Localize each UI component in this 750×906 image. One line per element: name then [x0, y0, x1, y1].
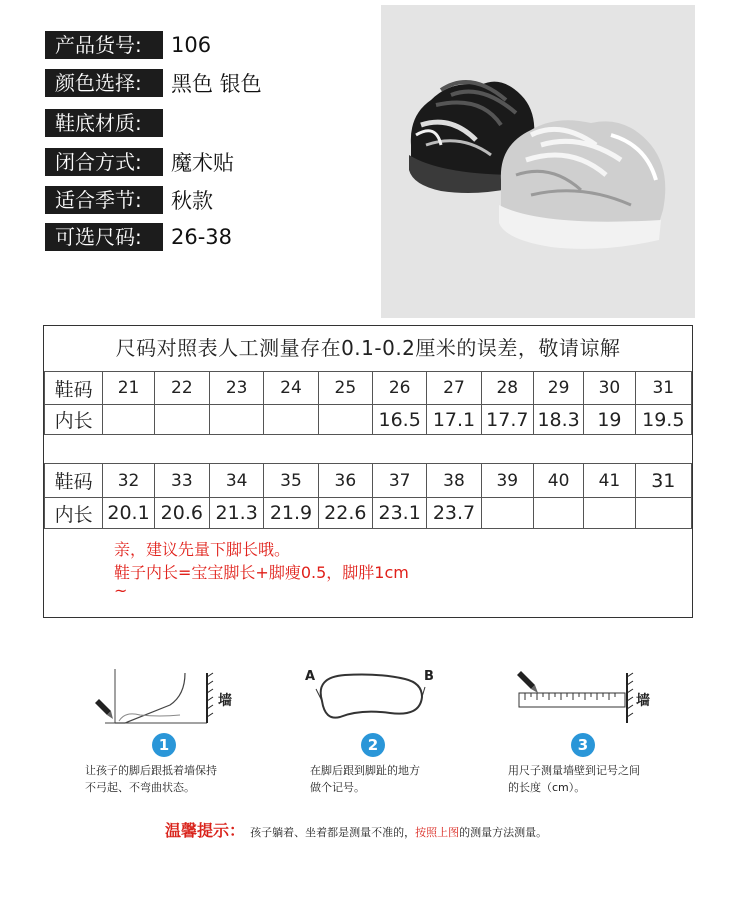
size-cell: 30 [584, 372, 635, 405]
length-row [45, 405, 692, 435]
info-row-color [45, 68, 262, 98]
info-label: 产品货号: [45, 31, 163, 59]
length-cell: 20.6 [154, 498, 209, 529]
size-cell: 37 [372, 464, 426, 498]
size-cell: 38 [427, 464, 481, 498]
step-text [508, 762, 640, 796]
info-value: 秋款 [171, 189, 213, 213]
info-label: 闭合方式: [45, 148, 163, 176]
size-note-line: 鞋子内长=宝宝脚长+脚瘦0.5，脚胖1cm [114, 563, 409, 582]
length-cell: 16.5 [372, 405, 426, 435]
length-cell [318, 405, 372, 435]
tip-text-end: 的测量方法测量。 [459, 826, 548, 839]
size-cell: 35 [264, 464, 318, 498]
length-cell [103, 405, 154, 435]
size-cell: 41 [584, 464, 635, 498]
length-cell: 18.3 [533, 405, 583, 435]
product-photo [381, 5, 695, 318]
step-number-badge: 3 [571, 733, 595, 757]
size-cell: 34 [210, 464, 264, 498]
tip-emphasis: 按照上图 [415, 826, 460, 839]
length-cell [210, 405, 264, 435]
point-a-label: A [305, 669, 316, 684]
size-cell: 25 [318, 372, 372, 405]
size-note-line: 亲，建议先量下脚长哦。 [114, 540, 291, 559]
measure-step-1 [85, 665, 245, 795]
info-value: 魔术贴 [171, 151, 234, 175]
step-text [310, 762, 420, 796]
step-number-badge: 2 [361, 733, 385, 757]
size-cell: 29 [533, 372, 583, 405]
info-label: 可选尺码: [45, 223, 163, 251]
size-chart-title: 尺码对照表人工测量存在0.1-0.2厘米的误差，敬请谅解 [44, 326, 692, 372]
point-b-label: B [424, 669, 434, 684]
length-cell: 22.6 [318, 498, 372, 529]
length-row [45, 498, 692, 529]
ruler-measure-illustration [505, 665, 645, 730]
size-cell: 36 [318, 464, 372, 498]
silver-shoe [499, 120, 665, 249]
size-cell: 22 [154, 372, 209, 405]
info-value: 26-38 [171, 225, 233, 249]
length-cell: 20.1 [103, 498, 154, 529]
length-cell: 23.7 [427, 498, 481, 529]
shoes-illustration [381, 5, 695, 318]
size-cell: 28 [481, 372, 533, 405]
size-cell: 21 [103, 372, 154, 405]
length-cell [584, 498, 635, 529]
tip-label: 温馨提示： [165, 821, 246, 840]
step-text-line: 的长度（cm）。 [508, 781, 586, 794]
info-label: 颜色选择: [45, 69, 163, 97]
length-cell [154, 405, 209, 435]
size-row-label: 鞋码 [45, 372, 103, 405]
info-row-sole [45, 108, 171, 138]
length-cell: 19 [584, 405, 635, 435]
length-cell: 17.7 [481, 405, 533, 435]
measure-step-2 [300, 665, 460, 795]
length-row-label: 内长 [45, 405, 103, 435]
length-cell [481, 498, 533, 529]
info-value: 106 [171, 33, 212, 57]
foot-against-wall-illustration [85, 665, 225, 730]
size-table-part2 [44, 463, 692, 529]
info-row-item-no [45, 30, 211, 60]
size-note [114, 538, 409, 598]
length-cell [635, 498, 691, 529]
size-cell: 40 [533, 464, 583, 498]
length-cell: 19.5 [635, 405, 691, 435]
step-text-line: 做个记号。 [310, 781, 365, 794]
info-row-season [45, 185, 213, 215]
size-cell: 39 [481, 464, 533, 498]
step-number-badge: 1 [152, 733, 176, 757]
size-cell: 32 [103, 464, 154, 498]
wall-label: 墙 [636, 693, 650, 709]
length-cell: 21.9 [264, 498, 318, 529]
length-row-label: 内长 [45, 498, 103, 529]
size-note-line: ~ [114, 581, 128, 600]
step-text-line: 在脚后跟到脚趾的地方 [310, 764, 420, 777]
wall-label: 墙 [218, 693, 232, 709]
step-text [85, 762, 217, 796]
length-cell: 21.3 [210, 498, 264, 529]
size-cell: 24 [264, 372, 318, 405]
length-cell: 23.1 [372, 498, 426, 529]
length-cell: 17.1 [427, 405, 481, 435]
size-cell: 31 [635, 372, 691, 405]
measurement-tip [165, 818, 547, 841]
length-cell [264, 405, 318, 435]
size-table-part1 [44, 371, 692, 435]
size-cell: 27 [427, 372, 481, 405]
info-label: 鞋底材质: [45, 109, 163, 137]
size-cell: 26 [372, 372, 426, 405]
length-cell [533, 498, 583, 529]
step-text-line: 用尺子测量墙壁到记号之间 [508, 764, 640, 777]
foot-outline-illustration [300, 665, 440, 730]
info-value: 黑色 银色 [171, 72, 262, 96]
measure-step-3 [505, 665, 675, 795]
info-row-sizes [45, 222, 232, 252]
step-text-line: 让孩子的脚后跟抵着墙保持 [85, 764, 217, 777]
info-label: 适合季节: [45, 186, 163, 214]
size-row-label: 鞋码 [45, 464, 103, 498]
size-cell: 31 [635, 464, 691, 498]
size-row [45, 372, 692, 405]
tip-text: 孩子躺着、坐着都是测量不准的， [250, 826, 416, 839]
size-cell: 33 [154, 464, 209, 498]
size-chart [43, 325, 693, 618]
info-row-closure [45, 147, 234, 177]
size-row [45, 464, 692, 498]
step-text-line: 不弓起、不弯曲状态。 [85, 781, 195, 794]
size-cell: 23 [210, 372, 264, 405]
